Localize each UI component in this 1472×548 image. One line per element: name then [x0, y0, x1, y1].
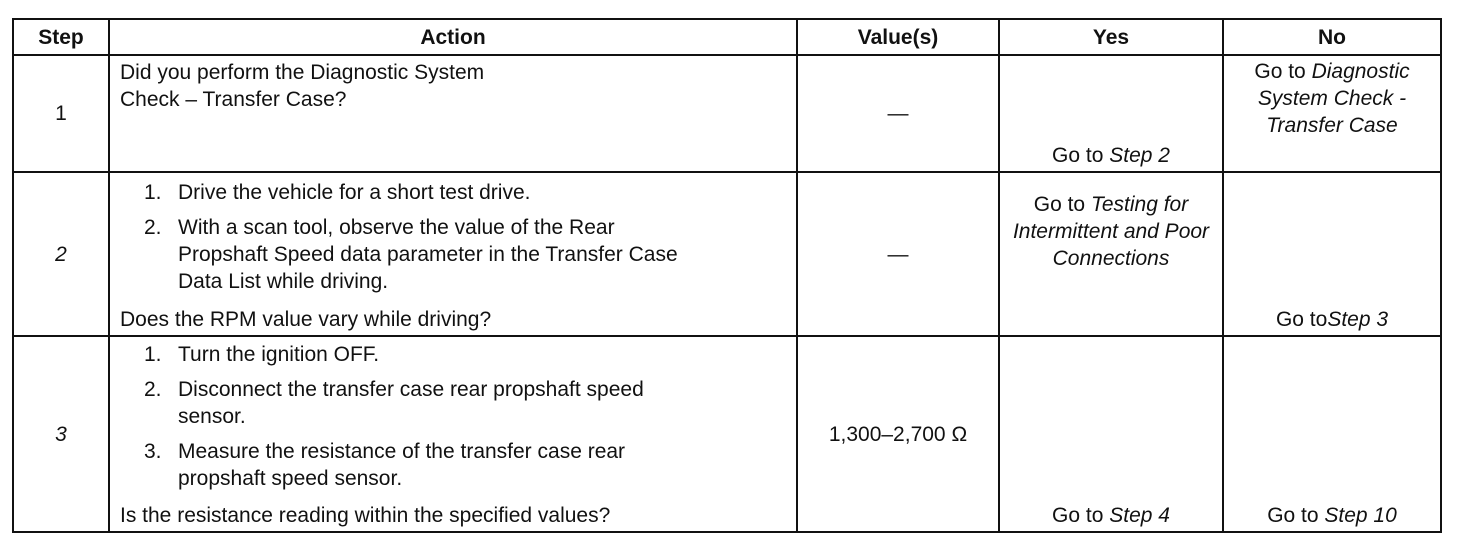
action-cell — [109, 172, 797, 336]
step-number: 2 — [13, 172, 109, 336]
yes-prefix: Go to — [1052, 504, 1110, 527]
table-row — [13, 172, 1441, 336]
action-step-number: 2. — [144, 216, 162, 239]
action-step-number: 3. — [144, 440, 162, 463]
action-step — [120, 376, 686, 430]
header-no: No — [1223, 19, 1441, 55]
no-step-link[interactable]: Step 10 — [1324, 504, 1397, 527]
step-number: 1 — [13, 55, 109, 172]
no-cell — [1223, 336, 1441, 532]
no-step-link[interactable]: Step 3 — [1327, 308, 1389, 331]
action-steps-list — [120, 179, 786, 295]
action-question: Did you perform the Diagnostic System Check – Transfer Case? — [120, 61, 485, 111]
yes-result[interactable] — [1000, 502, 1222, 529]
header-yes: Yes — [999, 19, 1223, 55]
yes-cell — [999, 336, 1223, 532]
no-result[interactable] — [1224, 306, 1440, 333]
action-step-text: Measure the resistance of the transfer case rear propshaft speed sensor. — [178, 440, 626, 490]
no-cell — [1223, 55, 1441, 172]
action-step-text: Drive the vehicle for a short test drive. — [178, 181, 531, 204]
value-cell: 1,300–2,700 Ω — [797, 336, 999, 532]
yes-result[interactable] — [1000, 142, 1222, 169]
yes-prefix: Go to — [1033, 193, 1091, 216]
action-cell — [109, 55, 797, 172]
yes-step-link[interactable]: Step 2 — [1109, 144, 1170, 167]
no-prefix: Go to — [1267, 504, 1325, 527]
yes-cell — [999, 55, 1223, 172]
no-cell — [1223, 172, 1441, 336]
action-step — [120, 179, 706, 206]
action-step-text: Disconnect the transfer case rear propshaft speed sensor. — [178, 378, 644, 428]
action-question: Does the RPM value vary while driving? — [120, 308, 492, 331]
yes-result[interactable] — [1000, 173, 1222, 272]
yes-step-link[interactable]: Step 4 — [1109, 504, 1170, 527]
action-step — [120, 438, 686, 492]
no-result[interactable] — [1224, 502, 1440, 529]
action-step-text: With a scan tool, observe the value of the Rear Propshaft Speed data parameter in the Transfer Case Data List while driving. — [178, 216, 678, 293]
no-prefix: Go to — [1254, 60, 1312, 83]
diagnostic-table — [12, 18, 1442, 533]
action-step — [120, 341, 686, 368]
step-number: 3 — [13, 336, 109, 532]
header-values: Value(s) — [797, 19, 999, 55]
header-row — [13, 19, 1441, 55]
header-step: Step — [13, 19, 109, 55]
yes-cell — [999, 172, 1223, 336]
no-prefix: Go to — [1275, 308, 1328, 331]
yes-prefix: Go to — [1052, 144, 1110, 167]
table-row — [13, 55, 1441, 172]
action-cell — [109, 336, 797, 532]
action-step-number: 2. — [144, 378, 162, 401]
action-steps-list — [120, 341, 786, 492]
yes-step-link[interactable]: Testing for Intermittent and Poor Connections — [1012, 193, 1210, 270]
action-step-number: 1. — [144, 343, 162, 366]
no-step-link[interactable]: Diagnostic System Check - Transfer Case — [1257, 60, 1410, 137]
header-action: Action — [109, 19, 797, 55]
value-cell: — — [797, 172, 999, 336]
action-step — [120, 214, 706, 295]
no-result[interactable] — [1224, 56, 1440, 139]
action-step-text: Turn the ignition OFF. — [178, 343, 380, 366]
action-question: Is the resistance reading within the specified values? — [120, 504, 611, 527]
action-step-number: 1. — [144, 181, 162, 204]
value-cell: — — [797, 55, 999, 172]
table-row — [13, 336, 1441, 532]
